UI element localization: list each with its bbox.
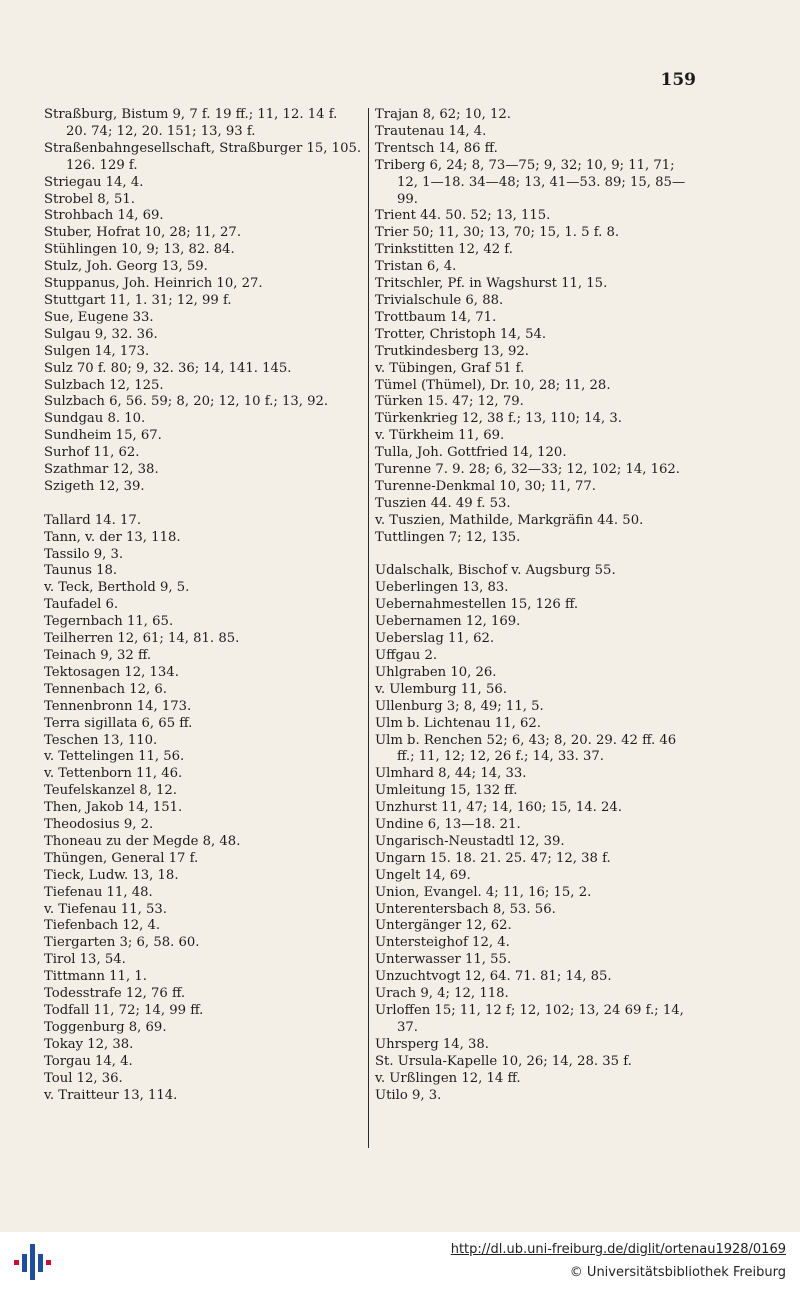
index-entry: Todesstrafe 12, 76 ff. [44,986,186,1002]
index-entry: Stuppanus, Joh. Heinrich 10, 27. [44,276,263,292]
index-entry: v. Tiefenau 11, 53. [44,901,167,917]
index-entry: Unzhurst 11, 47; 14, 160; 15, 14. 24. [375,800,622,816]
index-entry: Tassilo 9, 3. [44,546,124,562]
index-entry: Union, Evangel. 4; 11, 16; 15, 2. [375,884,592,900]
index-entry: Untergänger 12, 62. [375,918,512,934]
index-entry: Unterwasser 11, 55. [375,952,512,968]
section-gap [44,496,362,513]
index-entry: Teufelskanzel 8, 12. [44,783,177,799]
index-entry: Trier 50; 11, 30; 13, 70; 15, 1. 5 f. 8. [375,225,620,241]
source-link[interactable]: http://dl.ub.uni-freiburg.de/diglit/ortenau1928/0169 [450,1242,786,1257]
index-entry: Triberg 6, 24; 8, 73—75; 9, 32; 10, 9; 11, 71; 12, 1—18. 34—48; 13, 41—53. 89; 15, 85—99. [375,157,686,207]
index-entry: Szathmar 12, 38. [44,462,159,478]
index-entry: Urloffen 15; 11, 12 f; 12, 102; 13, 24 69 f.; 14, 37. [375,1003,684,1035]
index-entry: Tennenbach 12, 6. [44,681,167,697]
column-divider [368,108,369,1148]
index-entry: Tittmann 11, 1. [44,969,147,985]
index-entry: Utilo 9, 3. [375,1087,442,1103]
index-entry: Sulz 70 f. 80; 9, 32. 36; 14, 141. 145. [44,360,292,376]
index-entry: Trinkstitten 12, 42 f. [375,242,513,258]
index-entry: Teinach 9, 32 ff. [44,647,152,663]
index-entry: Sundheim 15, 67. [44,428,162,444]
copyright-notice: © Universitätsbibliothek Freiburg [569,1265,786,1280]
index-entry: Sundgau 8. 10. [44,411,146,427]
index-entry: Strobel 8, 51. [44,191,135,207]
index-entry: Tallard 14. 17. [44,512,142,528]
index-entry: Tuszien 44. 49 f. 53. [375,495,511,511]
index-entry: Uebernamen 12, 169. [375,614,521,630]
index-entry: Tegernbach 11, 65. [44,614,174,630]
index-entry: v. Türkheim 11, 69. [375,428,505,444]
index-entry: Tulla, Joh. Gottfried 14, 120. [375,445,567,461]
index-entry: Unterentersbach 8, 53. 56. [375,901,556,917]
index-entry: St. Ursula-Kapelle 10, 26; 14, 28. 35 f. [375,1053,632,1069]
index-entry: Thüngen, General 17 f. [44,850,199,866]
index-entry: Taunus 18. [44,563,118,579]
index-entry: Uhlgraben 10, 26. [375,664,497,680]
index-entry: Undine 6, 13—18. 21. [375,817,521,833]
index-entry: Ueberlingen 13, 83. [375,580,509,596]
index-entry: Thoneau zu der Megde 8, 48. [44,833,241,849]
index-entry: Ungarn 15. 18. 21. 25. 47; 12, 38 f. [375,850,611,866]
index-entry: Tuttlingen 7; 12, 135. [375,529,521,545]
index-entry: Umleitung 15, 132 ff. [375,783,518,799]
index-entry: Straßburg, Bistum 9, 7 f. 19 ff.; 11, 12. 14 f. 20. 74; 12, 20. 151; 13, 93 f. [44,107,338,139]
section-gap [375,547,697,564]
index-entry: v. Traitteur 13, 114. [44,1087,178,1103]
index-entry: Tirol 13, 54. [44,952,126,968]
index-column-left [44,107,362,1104]
index-entry: Trentsch 14, 86 ff. [375,140,498,156]
index-entry: Ulm b. Lichtenau 11, 62. [375,715,541,731]
index-entry: Tristan 6, 4. [375,259,457,275]
index-entry: Trajan 8, 62; 10, 12. [375,107,511,122]
index-entry: Turenne 7. 9. 28; 6, 32—33; 12, 102; 14, 162. [375,462,680,478]
index-entry: Türkenkrieg 12, 38 f.; 13, 110; 14, 3. [375,411,622,427]
index-entry: Tümel (Thümel), Dr. 10, 28; 11, 28. [375,377,611,393]
index-entry: v. Teck, Berthold 9, 5. [44,580,190,596]
index-entry: Tiefenbach 12, 4. [44,918,161,934]
index-column-right [375,107,697,1104]
index-entry: Sulzbach 12, 125. [44,377,164,393]
index-entry: Surhof 11, 62. [44,445,140,461]
index-entry: Strohbach 14, 69. [44,208,164,224]
index-entry: Trotter, Christoph 14, 54. [375,326,547,342]
index-entry: Stuber, Hofrat 10, 28; 11, 27. [44,225,242,241]
index-entry: Uhrsperg 14, 38. [375,1036,489,1052]
index-entry: Toggenburg 8, 69. [44,1019,167,1035]
index-entry: Sulzbach 6, 56. 59; 8, 20; 12, 10 f.; 13, 92. [44,394,329,410]
index-entry: Ullenburg 3; 8, 49; 11, 5. [375,698,544,714]
index-entry: Taufadel 6. [44,597,119,613]
index-entry: Tiefenau 11, 48. [44,884,153,900]
index-entry: Tritschler, Pf. in Wagshurst 11, 15. [375,276,608,292]
index-entry: Tennenbronn 14, 173. [44,698,192,714]
index-entry: Striegau 14, 4. [44,174,144,190]
index-entry: Straßenbahngesellschaft, Straßburger 15, 105. 126. 129 f. [44,140,362,173]
index-entry: Tokay 12, 38. [44,1036,134,1052]
index-entry: Tektosagen 12, 134. [44,664,179,680]
index-entry: Untersteighof 12, 4. [375,935,510,951]
index-entry: v. Tuszien, Mathilde, Markgräfin 44. 50. [375,512,644,528]
index-entry: Trautenau 14, 4. [375,123,487,139]
index-entry: Tann, v. der 13, 118. [44,529,181,545]
index-entry: v. Urßlingen 12, 14 ff. [375,1070,521,1086]
index-entry: Unzuchtvogt 12, 64. 71. 81; 14, 85. [375,969,612,985]
index-entry: Toul 12, 36. [44,1070,123,1086]
index-entry: v. Tübingen, Graf 51 f. [375,360,525,376]
index-entry: Then, Jakob 14, 151. [44,800,183,816]
index-entry: Torgau 14, 4. [44,1053,133,1069]
index-entry: Trient 44. 50. 52; 13, 115. [375,208,551,224]
footer-bar [0,1232,800,1291]
index-entry: Türken 15. 47; 12, 79. [375,394,524,410]
index-entry: Todfall 11, 72; 14, 99 ff. [44,1003,204,1019]
index-entry: Stulz, Joh. Georg 13, 59. [44,259,208,275]
index-entry: Stuttgart 11, 1. 31; 12, 99 f. [44,292,232,308]
index-entry: Trottbaum 14, 71. [375,309,497,325]
index-entry: Sulgau 9, 32. 36. [44,326,158,342]
index-entry: Tieck, Ludw. 13, 18. [44,867,179,883]
index-entry: Ungarisch-Neustadtl 12, 39. [375,833,565,849]
index-entry: Uebernahmestellen 15, 126 ff. [375,597,579,613]
index-entry: Sulgen 14, 173. [44,343,150,359]
index-entry: Teschen 13, 110. [44,732,158,748]
index-entry: Tiergarten 3; 6, 58. 60. [44,935,200,951]
index-entry: Ungelt 14, 69. [375,867,471,883]
index-entry: Ulm b. Renchen 52; 6, 43; 8, 20. 29. 42 ff. 46 ff.; 11, 12; 12, 26 f.; 14, 33. 37. [375,732,677,765]
index-entry: Uffgau 2. [375,647,438,663]
index-entry: v. Ulemburg 11, 56. [375,681,507,697]
ub-freiburg-logo-icon [12,1240,52,1284]
index-entry: Urach 9, 4; 12, 118. [375,986,509,1002]
index-entry: Turenne-Denkmal 10, 30; 11, 77. [375,478,597,494]
index-entry: Ueberslag 11, 62. [375,631,495,647]
index-entry: Udalschalk, Bischof v. Augsburg 55. [375,563,616,579]
index-entry: Trivialschule 6, 88. [375,292,504,308]
index-entry: Teilherren 12, 61; 14, 81. 85. [44,631,240,647]
index-entry: Trutkindesberg 13, 92. [375,343,529,359]
index-entry: v. Tettelingen 11, 56. [44,749,185,765]
index-entry: v. Tettenborn 11, 46. [44,766,183,782]
page-number: 159 [660,70,696,90]
index-entry: Ulmhard 8, 44; 14, 33. [375,766,527,782]
index-entry: Stühlingen 10, 9; 13, 82. 84. [44,242,235,258]
index-entry: Terra sigillata 6, 65 ff. [44,715,193,731]
index-entry: Theodosius 9, 2. [44,817,154,833]
index-entry: Sue, Eugene 33. [44,309,154,325]
index-entry: Szigeth 12, 39. [44,478,145,494]
